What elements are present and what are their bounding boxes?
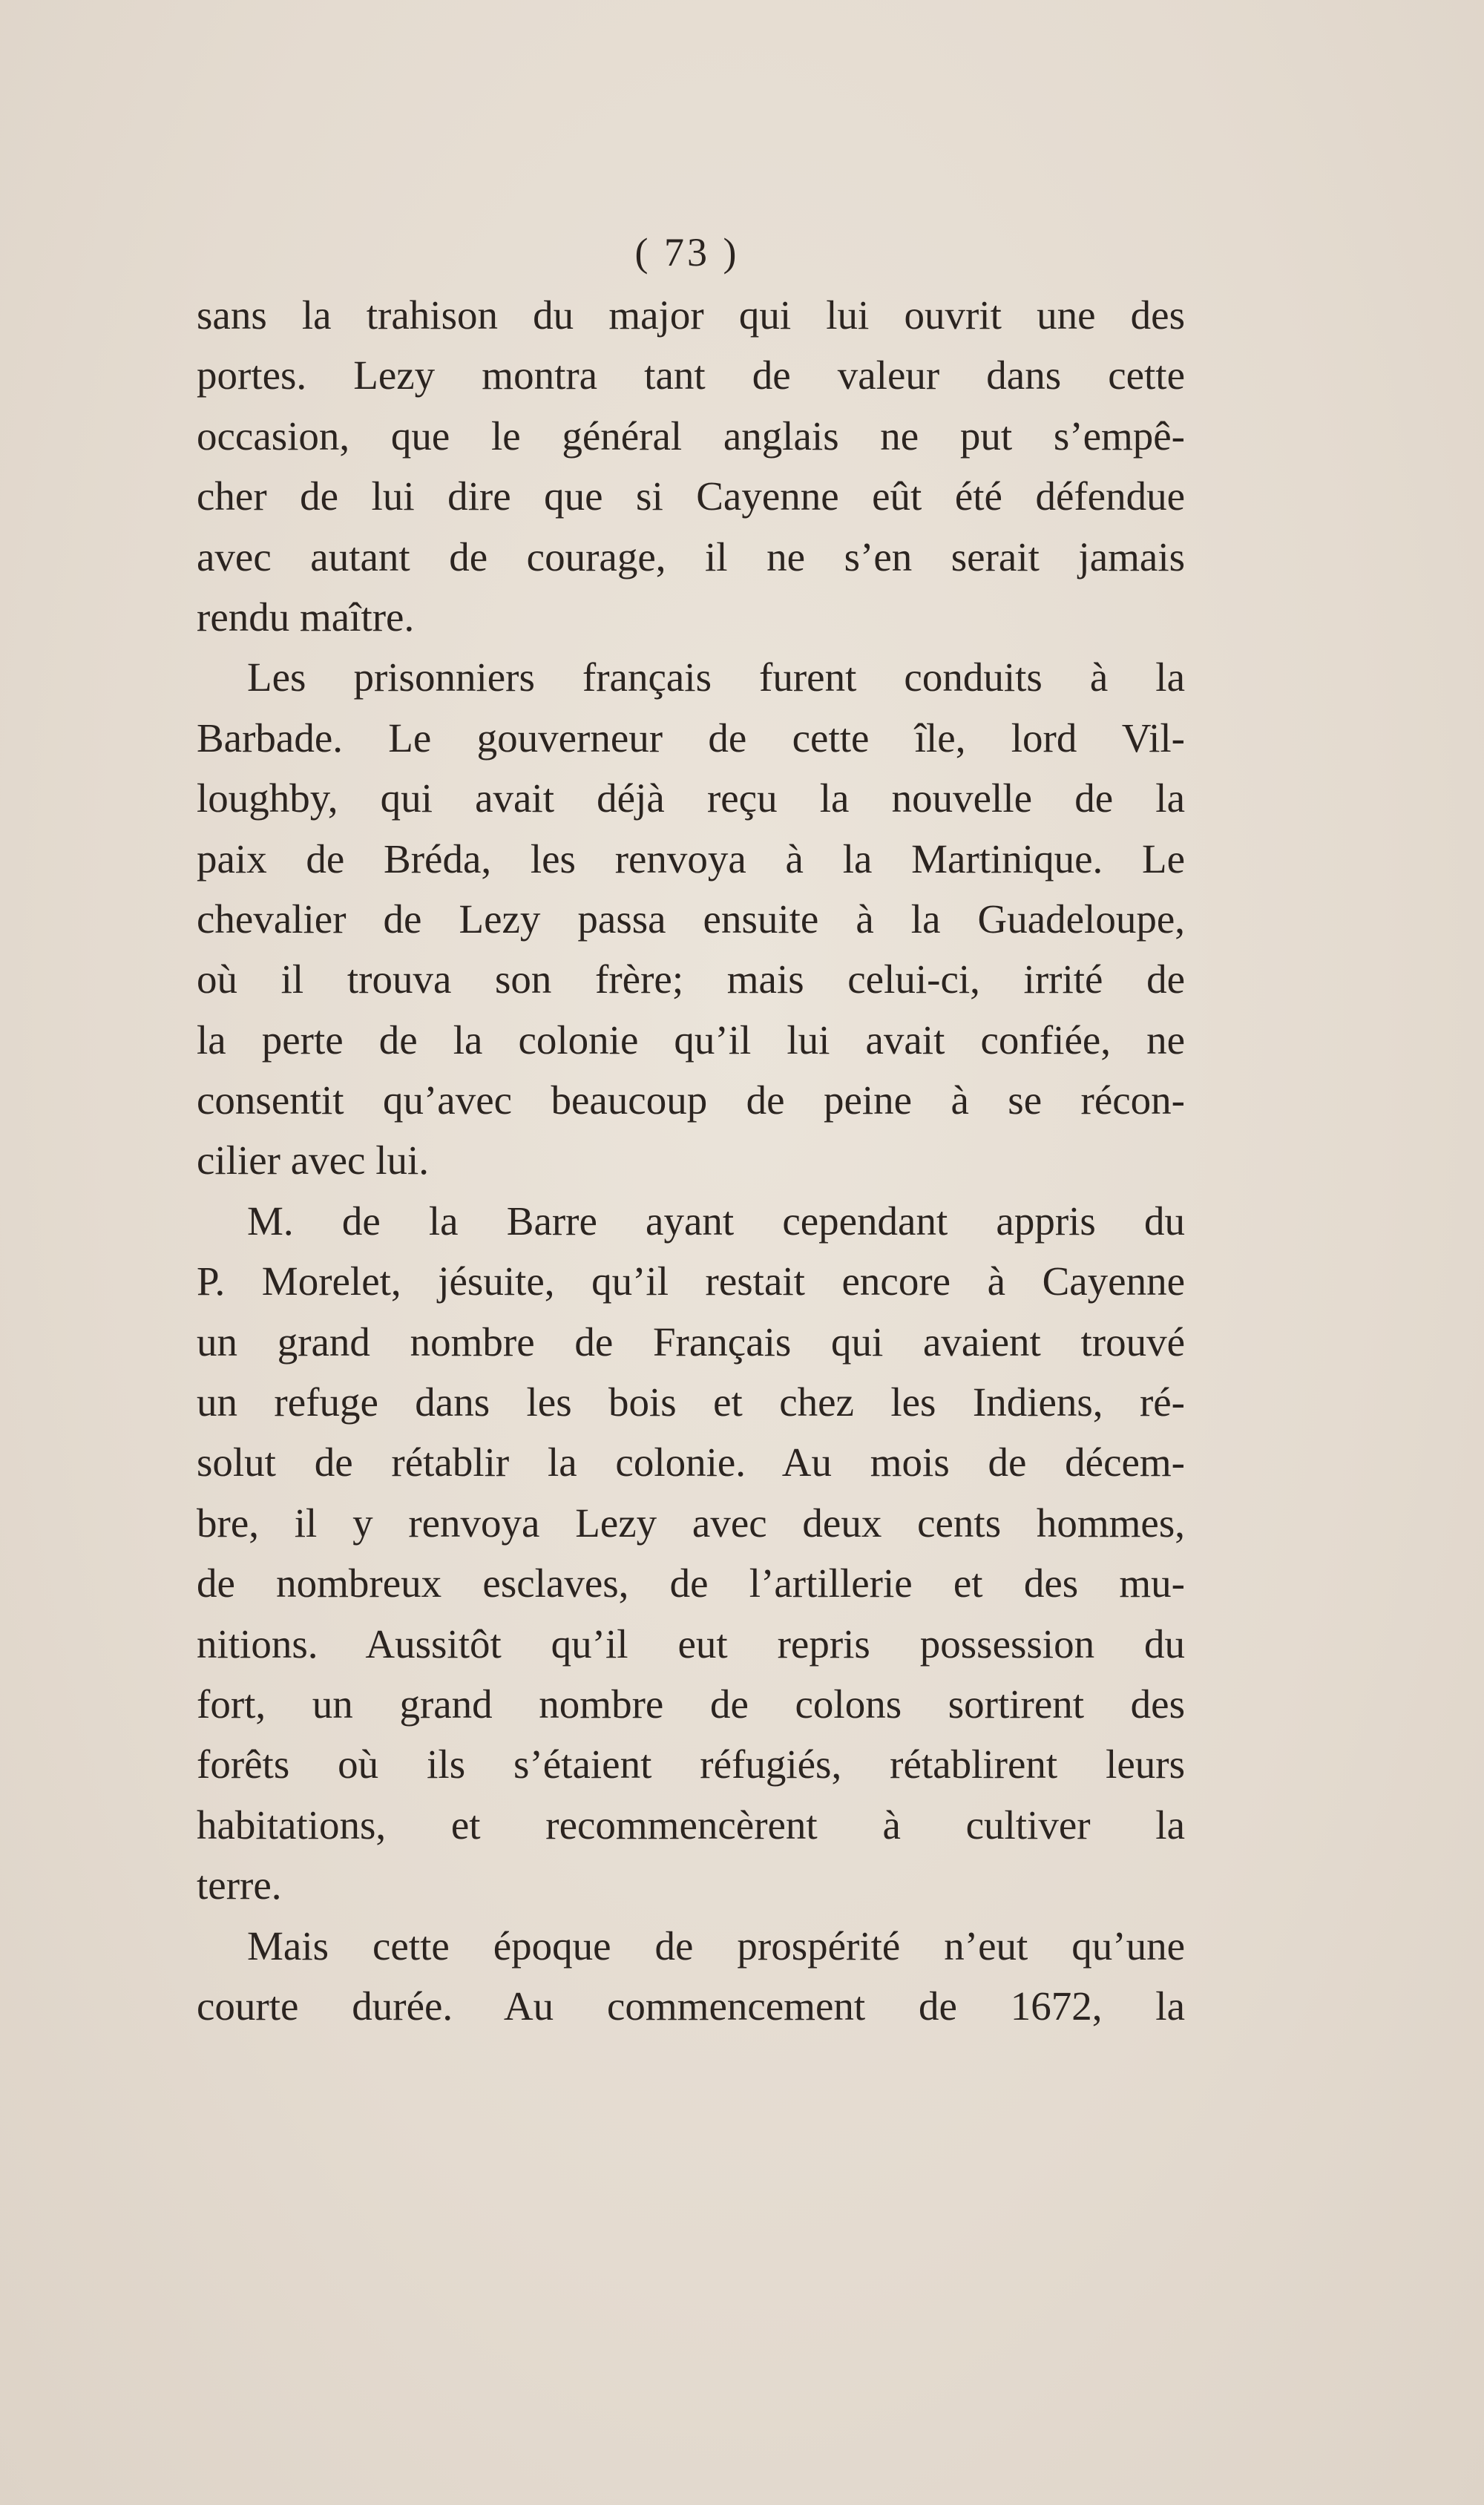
text-line: Barbade. Le gouverneur de cette île, lord Vil-: [197, 715, 1185, 761]
text-line: cilier avec lui.: [197, 1137, 430, 1183]
text-line: paix de Bréda, les renvoya à la Martinique. Le: [197, 835, 1185, 881]
text-line: la perte de la colonie qu’il lui avait confiée, ne: [197, 1017, 1185, 1063]
text-line: occasion, que le général anglais ne put s’empê-: [197, 413, 1185, 459]
text-line: rendu maître.: [197, 594, 415, 640]
text-line: courte durée. Au commencement de 1672, la: [197, 1983, 1185, 2029]
text-line: forêts où ils s’étaient réfugiés, rétablirent leurs: [197, 1741, 1185, 1787]
text-line: terre.: [197, 1862, 282, 1908]
text-line: sans la trahison du major qui lui ouvrit une des: [197, 292, 1185, 338]
text-line: de nombreux esclaves, de l’artillerie et des mu-: [197, 1560, 1185, 1606]
page-number: ( 73 ): [634, 230, 740, 275]
text-line: avec autant de courage, il ne s’en serait jamais: [197, 533, 1185, 580]
body-text: [197, 285, 1185, 2036]
text-line: portes. Lezy montra tant de valeur dans cette: [197, 352, 1185, 398]
text-line: cher de lui dire que si Cayenne eût été défendue: [197, 473, 1185, 519]
text-line: bre, il y renvoya Lezy avec deux cents hommes,: [197, 1500, 1185, 1546]
text-line: P. Morelet, jésuite, qu’il restait encore à Cayenne: [197, 1258, 1185, 1304]
text-line: solut de rétablir la colonie. Au mois de décem-: [197, 1439, 1185, 1485]
text-line: consentit qu’avec beaucoup de peine à se récon-: [197, 1077, 1185, 1123]
text-line: habitations, et recommencèrent à cultiver la: [197, 1802, 1185, 1848]
text-line: loughby, qui avait déjà reçu la nouvelle de la: [197, 775, 1185, 821]
text-line: où il trouva son frère; mais celui-ci, irrité de: [197, 956, 1185, 1002]
text-line: un refuge dans les bois et chez les Indiens, ré-: [197, 1379, 1185, 1425]
text-line: Les prisonniers français furent conduits à la: [247, 654, 1185, 700]
text-line: chevalier de Lezy passa ensuite à la Guadeloupe,: [197, 896, 1185, 942]
text-line: fort, un grand nombre de colons sortirent des: [197, 1681, 1185, 1727]
text-line: M. de la Barre ayant cependant appris du: [247, 1198, 1185, 1244]
text-line: nitions. Aussitôt qu’il eut repris possession du: [197, 1621, 1185, 1667]
text-line: Mais cette époque de prospérité n’eut qu’une: [247, 1923, 1185, 1969]
text-line: un grand nombre de Français qui avaient trouvé: [197, 1319, 1185, 1365]
